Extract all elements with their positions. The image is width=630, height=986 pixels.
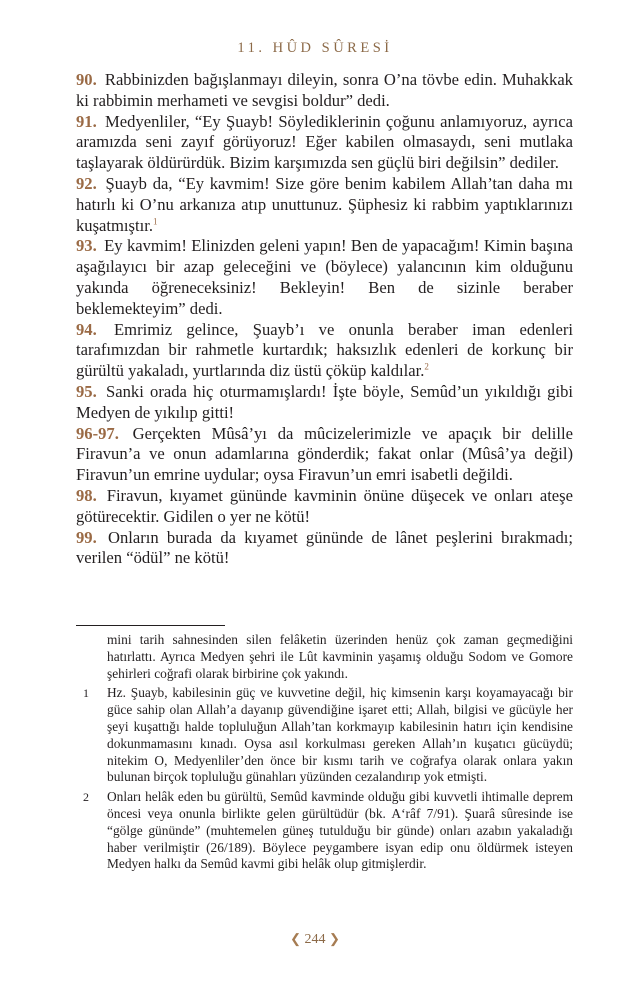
footnote-2	[76, 789, 573, 873]
verse-text: Şuayb da, “Ey kavmim! Size göre benim kabilem Allah’tan daha mı hatırlı ki O’nu arkanıza atıp unuttunuz. Şüphesiz ki rabbim yaptıklarınızı kuşatmıştır.	[76, 173, 573, 235]
footnote-text: Hz. Şuayb, kabilesinin güç ve kuvvetine değil, hiç kimsenin karşı koyamayacağı bir güce sahip olan Allah’a dayanıp güvendiğine işaret etti; Allah, bilgisi ve gücüyle her şeyi kuşattığı halde topluluğun Allah’tan korkmayıp kabilesinin hatırı için kendisine dokunmamasını kınadı. Oysa asıl korkulması gereken Allah’ın kuşatıcı gücüydü; nitekim O, Medyenliler’den önce bir kısmı tarih ve coğrafya olarak onlara yakın bulunan birçok topluluğu günahları yüzünden cezalandırıp yok etmişti.	[107, 685, 573, 785]
footnotes	[76, 632, 573, 873]
verse-98	[76, 486, 573, 528]
verse-number: 92.	[76, 173, 97, 193]
verse-91	[76, 112, 573, 174]
verse-text: Ey kavmim! Elinizden geleni yapın! Ben de yapacağım! Kimin başına aşağılayıcı bir azap geleceğini ve (böylece) yalancının kim olduğunu yakında öğreneceksiniz! Bekleyin! Ben de sizinle beraber beklemekteyim” dedi.	[76, 236, 573, 318]
verse-list	[76, 70, 573, 569]
verse-number: 90.	[76, 70, 97, 89]
left-ornament-icon: ❮	[290, 931, 301, 946]
verse-92	[76, 174, 573, 236]
footnote-ref-1[interactable]: 1	[152, 216, 158, 227]
verse-text: Firavun, kıyamet gününde kavminin önüne düşecek ve onları ateşe götürecektir. Gidilen o yer ne kötü!	[76, 485, 573, 526]
footnote-number: 1	[83, 686, 89, 701]
verse-99	[76, 528, 573, 570]
verse-text: Medyenliler, “Ey Şuayb! Söylediklerinin çoğunu anlamıyoruz, ayrıca aramızda seni zayıf görüyoruz! Eğer kabilen olmasaydı, seni mutlaka taşlayarak öldürürdük. Bizim karşımızda sen güçlü biri değilsin” dediler.	[76, 111, 573, 173]
verse-number: 99.	[76, 527, 97, 547]
verse-94	[76, 320, 573, 382]
footnote-continuation: mini tarih sahnesinden silen felâketin üzerinden henüz çok zaman geçmediğini hatırlattı. Ayrıca Medyen şehri ile Lût kavminin yaşamış olduğu Sodom ve Gomore şehirleri coğrafi olarak birbirine çok yakındı.	[107, 632, 573, 681]
page-number-text: 244	[304, 932, 326, 947]
verse-text: Gerçekten Mûsâ’yı da mûcizelerimizle ve apaçık bir delille Firavun’a ve onun adamlarına gönderdik; fakat onlar (Mûsâ’ya değil) Firavun’un emrine uydular; oysa Firavun’un emri isabetli değildi.	[76, 423, 573, 485]
verse-text: Sanki orada hiç oturmamışlardı! İşte böyle, Semûd’un yıkıldığı gibi Medyen de yıkılıp gitti!	[76, 381, 573, 422]
right-ornament-icon: ❯	[329, 931, 340, 946]
verse-95	[76, 382, 573, 424]
verse-text: Emrimiz gelince, Şuayb’ı ve onunla beraber iman edenleri tarafımızdan bir rahmetle kurtardık; haksızlık edenleri de korkunç bir gürültü yakaladı, yurtlarında diz üstü çöküp kaldılar.	[76, 319, 573, 381]
footnote-ref-2[interactable]: 2	[424, 361, 429, 372]
footnote-text: Onları helâk eden bu gürültü, Semûd kavminde olduğu gibi kuvvetli ihtimalle deprem öncesi veya onunla birlikte gelen gürültüdür (bk. A‘râf 7/91). Şuarâ sûresinde ise “gölge gününde” (muhtemelen güneş tutulduğu bir günde) onları azabın yakaladığı haber verilmiştir (26/189). Böylece peygambere isyan edip onu öldürmek isteyen Medyen halkı da Semûd kavmi gibi helâk olup gitmişlerdir.	[107, 789, 573, 872]
verse-96-97	[76, 424, 573, 486]
verse-number: 98.	[76, 485, 97, 505]
verse-number: 94.	[76, 319, 97, 339]
verse-90	[76, 70, 573, 112]
verse-number: 91.	[76, 111, 97, 131]
verse-text: Rabbinizden bağışlanmayı dileyin, sonra O’na tövbe edin. Muhakkak ki rabbimin merhameti ve sevgisi boldur” dedi.	[76, 70, 573, 110]
verse-number: 95.	[76, 381, 97, 401]
running-header: 11. HÛD SÛRESİ	[237, 40, 393, 56]
verse-number: 93.	[76, 236, 97, 256]
footnote-number: 2	[83, 790, 89, 805]
page-number	[0, 931, 630, 948]
verse-text: Onların burada da kıyamet gününde de lânet peşlerini bırakmadı; verilen “ödül” ne kötü!	[76, 527, 573, 568]
footnote-divider	[76, 625, 225, 626]
verse-number: 96-97.	[76, 423, 119, 443]
verse-93	[76, 236, 573, 319]
footnote-1	[76, 685, 573, 786]
